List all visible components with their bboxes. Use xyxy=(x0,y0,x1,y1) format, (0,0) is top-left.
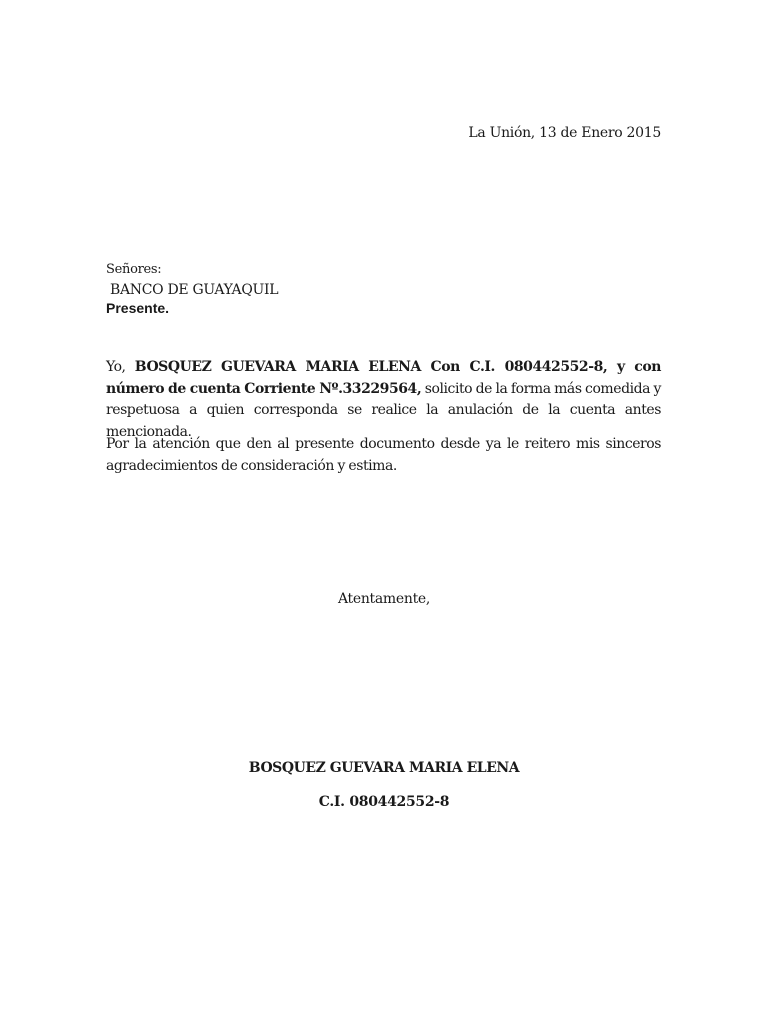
closing: Atentamente, xyxy=(337,591,431,607)
recipient-name: BANCO DE GUAYAQUIL xyxy=(110,282,279,298)
paragraph-intro: Yo, xyxy=(106,359,135,375)
date-line: La Unión, 13 de Enero 2015 xyxy=(468,125,661,141)
body-paragraph-request xyxy=(106,357,661,443)
request-text: solicito de la forma más comedida y respetuosa a quien corresponda se realice la anulación de la cuenta antes mencionada. xyxy=(106,380,662,440)
presente-label: Presente. xyxy=(106,300,170,316)
signer-id: C.I. 080442552-8 xyxy=(318,794,450,810)
body-paragraph-thanks: Por la atención que den al presente documento desde ya le reitero mis sinceros agradecimientos de consideración y estima. xyxy=(106,436,661,474)
account-holder-details: BOSQUEZ GUEVARA MARIA ELENA Con C.I. 080442552-8, y con número de cuenta Corriente Nº.33229564, xyxy=(106,359,661,397)
signer-name: BOSQUEZ GUEVARA MARIA ELENA xyxy=(248,760,520,776)
salutation: Señores: xyxy=(106,262,162,277)
